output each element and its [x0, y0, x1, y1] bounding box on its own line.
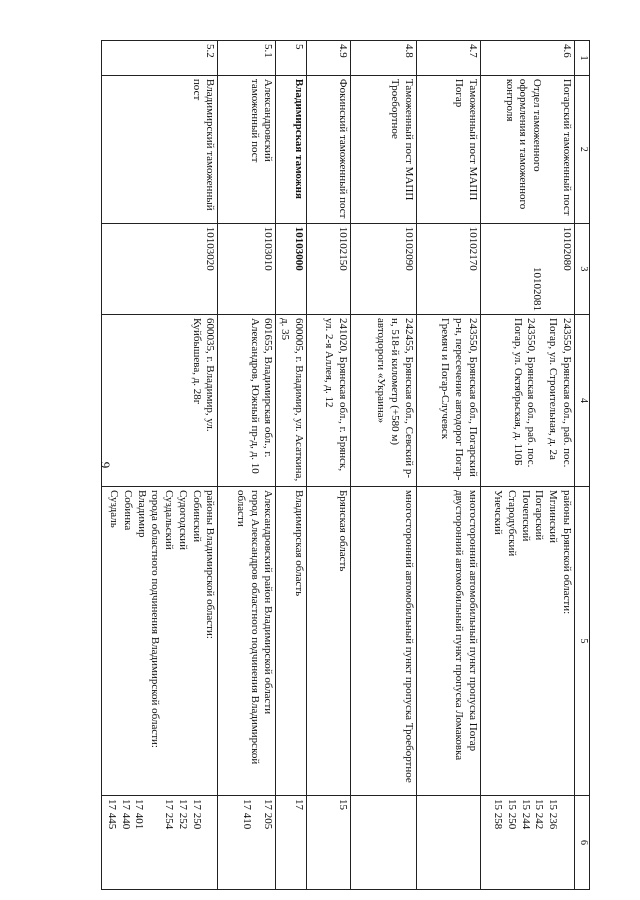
table-row: [218, 41, 276, 890]
row-number: 5.2: [102, 41, 218, 76]
post-address-sub: 243550, Брянская обл., раб. пос. Погар, ул. Октябрьская, д. 110Б: [511, 318, 538, 468]
region-line: Собинка: [122, 489, 134, 531]
post-codes: [102, 795, 218, 889]
region-line: многосторонний автомобильный пункт пропуска Погар: [467, 489, 479, 752]
post-code: 10103000: [276, 223, 307, 314]
customs-table: [102, 40, 591, 890]
post-name: [481, 75, 575, 223]
post-codes: [417, 795, 481, 889]
post-code: 10102170: [417, 223, 481, 314]
region-line: Судогодский: [177, 489, 189, 550]
row-number: 4.7: [417, 41, 481, 76]
post-code: 10102090: [351, 223, 417, 314]
region-line: Суздальский: [163, 489, 176, 550]
post-region: [417, 486, 481, 795]
code-line: 17 252: [177, 798, 189, 830]
post-code-sub: 10102081: [531, 267, 544, 312]
post-code: 10102150: [307, 223, 351, 314]
table-row: [102, 41, 218, 890]
table-row: [351, 41, 417, 890]
region-line: город Александров областного подчинения Владимирской области: [235, 489, 261, 765]
table-row: [481, 41, 575, 890]
row-number: 4.8: [351, 41, 417, 76]
region-line: города областного подчинения Владимирской области:: [149, 489, 162, 748]
table-row: [307, 41, 351, 890]
post-code: [481, 223, 575, 314]
col-header-2: 2: [575, 75, 590, 223]
code-line: 17 410: [240, 798, 253, 830]
post-name: Владимирский таможенный пост: [102, 75, 218, 223]
post-name: Владимирская таможня: [276, 75, 307, 223]
post-codes: 17: [276, 795, 307, 889]
post-name: Таможенный пост МАПП Погар: [417, 75, 481, 223]
post-name-sub: Отдел таможенного оформления и таможенного контроля: [503, 78, 544, 210]
post-code: 10103010: [218, 223, 276, 314]
code-line: 17 445: [106, 798, 118, 830]
region-line: Почепский: [519, 489, 532, 542]
row-number: 5: [276, 41, 307, 76]
post-name-main: Погарский таможенный пост: [561, 78, 573, 216]
row-number: 4.9: [307, 41, 351, 76]
code-line: 17 250: [190, 798, 203, 830]
post-codes: [351, 795, 417, 889]
table-row: [276, 41, 307, 890]
code-line: 15 250: [506, 798, 518, 830]
region-line: районы Владимирской области:: [204, 489, 217, 639]
col-header-3: 3: [575, 223, 590, 314]
table-row: [417, 41, 481, 890]
region-line: Владимирская область: [293, 489, 305, 597]
rotated-page: [45, 40, 590, 890]
col-header-4: 4: [575, 315, 590, 487]
col-header-6: 6: [575, 795, 590, 889]
post-address: 242455, Брянская обл., Севский р-н, 518-й километр (+580 м) автодороги «Украина»: [351, 315, 417, 487]
post-region: [102, 486, 218, 795]
region-line: двусторонний автомобильный пункт пропуска Ломаковка: [453, 489, 466, 761]
code-line: 15 242: [533, 798, 546, 830]
region-line: Суздаль: [108, 489, 121, 528]
post-region: [218, 486, 276, 795]
code-line: 17 401: [133, 798, 146, 830]
region-line: Брянская область: [337, 489, 349, 572]
code-line: 17 254: [163, 798, 176, 830]
code-line: 17 440: [119, 798, 132, 830]
post-address: 243550, Брянская обл., Погарский р-н, пересечение автодорог Погар-Гремяч и Погар-Случевск: [417, 315, 481, 487]
region-line: Погарский: [533, 489, 546, 541]
post-name: Фокинский таможенный пост: [307, 75, 351, 223]
post-code: 10103020: [102, 223, 218, 314]
post-code-main: 10102080: [561, 226, 573, 271]
post-region: [351, 486, 417, 795]
row-number: 4.6: [481, 41, 575, 76]
code-line: 15 258: [492, 798, 505, 830]
post-codes: [218, 795, 276, 889]
post-codes: 15: [307, 795, 351, 889]
page-number: 9: [98, 461, 113, 469]
post-region: [276, 486, 307, 795]
post-address: [481, 315, 575, 487]
post-address: 601655, Владимирская обл., г. Александров, Южный пр-д, д. 10: [218, 315, 276, 487]
post-address-main: 243550, Брянская обл., раб. пос. Погар, ул. Строительная, д. 2а: [547, 318, 573, 468]
code-line: 17 205: [262, 798, 275, 830]
col-header-1: 1: [575, 41, 590, 76]
region-line: Александровский район Владимирской области: [262, 489, 275, 715]
code-line: 15 236: [547, 798, 560, 830]
region-line: Владимир: [135, 489, 148, 538]
col-header-5: 5: [575, 486, 590, 795]
region-line: многосторонний автомобильный пункт пропуска Троебортное: [403, 489, 415, 783]
post-region: [481, 486, 575, 795]
region-line: Собинский: [190, 489, 203, 543]
post-address: 600005, г. Владимир, ул. Асаткина, д. 35: [276, 315, 307, 487]
row-number: 5.1: [218, 41, 276, 76]
post-codes: [481, 795, 575, 889]
header-row: [575, 41, 590, 890]
region-line: районы Брянской области:: [561, 489, 573, 615]
code-line: 15 244: [519, 798, 532, 830]
post-address: 600035, г. Владимир, ул. Куйбышева, д. 28г: [102, 315, 218, 487]
region-line: Мглинский: [547, 489, 560, 543]
post-region: [307, 486, 351, 795]
post-name: Александровский таможенный пост: [218, 75, 276, 223]
post-address: 241020, Брянская обл., г. Брянск, ул. 2-я Аллея, д. 12: [307, 315, 351, 487]
region-line: Унечский: [492, 489, 505, 535]
post-name: Таможенный пост МАПП Троебортное: [351, 75, 417, 223]
region-line: Стародубский: [506, 489, 518, 557]
